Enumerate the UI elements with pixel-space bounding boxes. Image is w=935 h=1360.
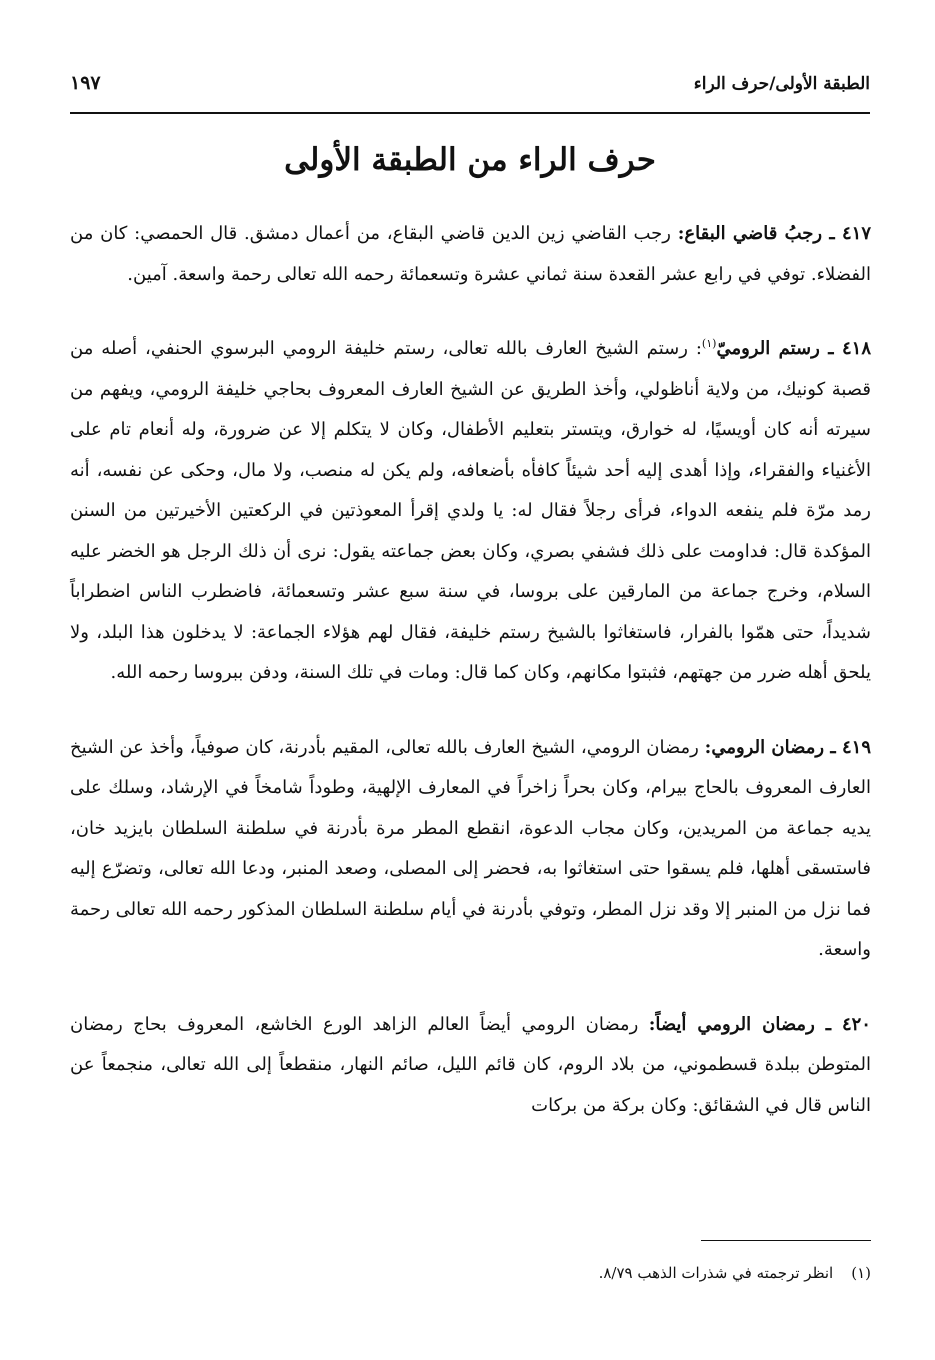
footnote-rule: [701, 1240, 871, 1241]
entry-heading: ٤٢٠ ـ رمضان الرومي أيضاً:: [648, 1013, 871, 1035]
entry-heading: ٤١٧ ـ رجبُ قاضي البقاع:: [677, 223, 871, 244]
page-number: ١٩٧: [70, 72, 101, 94]
chapter-title: حرف الراء من الطبقة الأولى: [284, 142, 656, 178]
entry-text: رمضان الرومي، الشيخ العارف بالله تعالى، المقيم بأدرنة، كان صوفياً، وأخذ عن الشيخ العارف المعروف بالحاج بيرام، وكان بحراً زاخراً في المعارف الإلهية، وطوداً شامخاً في الإرشاد، وسلك على يديه جماعة من المريدين، وكان مجاب الدعوة، انقطع المطر مرة بأدرنة في سلطنة السلطان بايزيد خان، فاستسقى أهلها، فلم يسقوا حتى استغاثوا به، فحضر إلى المصلى، وصعد المنبر، ودعا الله تعالى، وتضرّع إليه فما نزل من المنبر إلا وقد نزل المطر، وتوفي بأدرنة في أيام سلطنة السلطان المذكور رحمه الله تعالى رحمة واسعة.: [70, 736, 871, 960]
entry-heading: ٤١٨ ـ رستم الروميّ: [716, 338, 871, 359]
footnote-marker[interactable]: (١): [701, 337, 717, 350]
entry-418: [70, 329, 871, 694]
running-title: الطبقة الأولى/حرف الراء: [693, 74, 870, 94]
entry-419: [70, 728, 871, 971]
footnote-number: (١): [851, 1264, 871, 1282]
entries-list: [70, 214, 871, 1160]
entry-text: رجب القاضي زين الدين قاضي البقاع، من أعمال دمشق. قال الحمصي: كان من الفضلاء. توفي في رابع عشر القعدة سنة ثماني عشرة وتسعمائة رحمه الله تعالى رحمة واسعة. آمين.: [70, 223, 871, 285]
entry-text: رمضان الرومي أيضاً العالم الزاهد الورع الخاشع، المعروف بحاج رمضان المتوطن ببلدة قسطموني، من بلاد الروم، كان قائم الليل، صائم النهار، منقطعاً إلى الله تعالى، منجمعاً عن الناس قال في الشقائق: وكان بركة من بركات: [70, 1013, 871, 1116]
footnote: [70, 1262, 871, 1284]
running-header: [70, 72, 870, 94]
entry-420: [70, 1005, 871, 1127]
footnote-text: انظر ترجمته في شذرات الذهب ٨/٧٩.: [598, 1264, 834, 1282]
header-rule: [70, 112, 870, 114]
entry-heading: ٤١٩ ـ رمضان الرومي:: [704, 736, 871, 758]
entry-text: : رستم الشيخ العارف بالله تعالى، رستم خليفة الرومي البرسوي الحنفي، أصله من قصبة كونيك، من ولاية أناظولي، وأخذ الطريق عن الشيخ العارف المعروف بحاجي خليفة الرومي، ويفهم من سيرته أنه كان أويسيًا، له خوارق، ويتستر بتعليم الأطفال، وكان لا يتكلم إلا عن ضرورة، وله أنعام تام على الأغنياء والفقراء، وإذا أهدى إليه أحد شيئاً كافأه بأضعافه، ولم يكن له منصب، ولا مال، وحكى عن نفسه، أنه رمد مرّة فلم ينفعه الدواء، فرأى رجلاً فقال له: يا ولدي إقرأ المعوذتين في الركعتين الأخيرتين من السنن المؤكدة قال: فداومت على ذلك فشفي بصري، وكان بعض جماعته يقول: نرى أن ذلك الرجل هو الخضر عليه السلام، وخرج جماعة من المارقين على بروسا، في سنة سبع عشر وتسعمائة، فاضطرب الناس اضطراباً شديداً، حتى همّوا بالفرار، فاستغاثوا بالشيخ رستم خليفة، فقال لهم هؤلاء الجماعة: لا يدخلون هذا البلد، ولا يلحق أهله ضرر من جهتهم، فثبتوا مكانهم، وكان كما قال: ومات في تلك السنة، ودفن ببروسا رحمه الله.: [70, 338, 871, 683]
entry-417: [70, 214, 871, 295]
